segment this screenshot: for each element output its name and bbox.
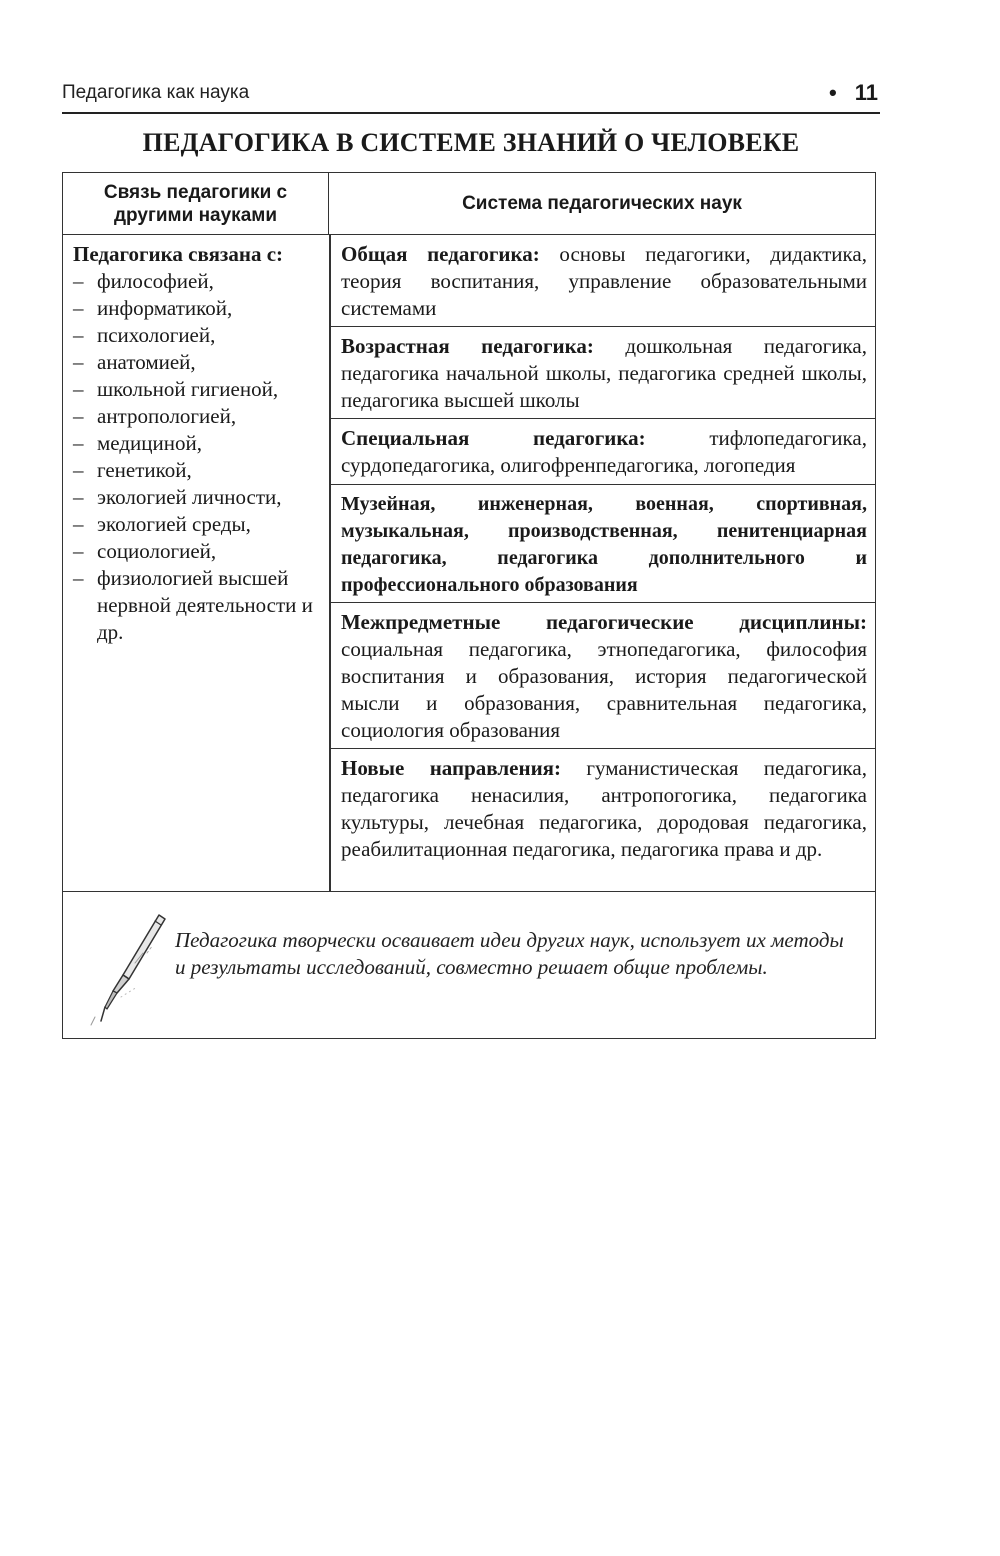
page-number-block bbox=[829, 80, 878, 106]
related-item: – антропологией, bbox=[73, 403, 325, 430]
header-pedagogical-sciences: Система педагогических наук bbox=[329, 173, 875, 235]
pedagogical-sciences-column bbox=[331, 235, 875, 891]
related-sciences-column bbox=[73, 241, 325, 646]
related-item: – экологией среды, bbox=[73, 511, 325, 538]
note-box bbox=[62, 891, 876, 1039]
page-title: ПЕДАГОГИКА В СИСТЕМЕ ЗНАНИЙ О ЧЕЛОВЕКЕ bbox=[142, 128, 800, 157]
sciences-table bbox=[62, 172, 876, 892]
cell-term: Общая педагогика: bbox=[341, 242, 540, 266]
section-title: Педагогика как наука bbox=[62, 82, 250, 103]
cell-special-pedagogy bbox=[331, 419, 875, 485]
cell-term: Новые направления: bbox=[341, 756, 562, 780]
related-item: – физиологией высшей нервной деятельности и др. bbox=[73, 565, 325, 646]
related-item: – экологией личности, bbox=[73, 484, 325, 511]
cell-branch-pedagogies bbox=[331, 485, 875, 603]
cell-term: Межпредметные педагогические дисциплины: bbox=[341, 610, 867, 634]
related-list bbox=[73, 268, 325, 646]
related-item: – медициной, bbox=[73, 430, 325, 457]
related-item: – анатомией, bbox=[73, 349, 325, 376]
related-item: – информатикой, bbox=[73, 295, 325, 322]
cell-interdisciplinary bbox=[331, 603, 875, 749]
cell-text: тифлопедагогика, сурдопедагогика, олигофренпедагогика, логопедия bbox=[341, 426, 867, 477]
cell-term: Музейная, инженерная, военная, спортивная, музыкальная, производственная, пенитенциарная педагогика, педагогика дополнительного и профессионального образования bbox=[341, 493, 867, 596]
cell-general-pedagogy bbox=[331, 235, 875, 327]
related-item: – школьной гигиеной, bbox=[73, 376, 325, 403]
header-related-sciences: Связь педагогики с другими науками bbox=[63, 173, 329, 235]
related-item: – генетикой, bbox=[73, 457, 325, 484]
page-number: 11 bbox=[854, 80, 878, 105]
related-item: – философией, bbox=[73, 268, 325, 295]
related-item: – социологией, bbox=[73, 538, 325, 565]
cell-text: гуманистическая педагогика, педагогика ненасилия, антропогогика, педагогика культуры, лечебная педагогика, дородовая педагогика, реабилитационная педагогика, педагогика права и др. bbox=[341, 756, 867, 861]
related-item: – психологией, bbox=[73, 322, 325, 349]
cell-term: Специальная педагогика: bbox=[341, 426, 646, 450]
pen-icon bbox=[77, 909, 177, 1027]
cell-new-directions bbox=[331, 749, 875, 891]
note-text: Педагогика творчески осваивает идеи других наук, использует их методы и результаты исследований, совместно решает общие проблемы. bbox=[175, 928, 844, 979]
cell-age-pedagogy bbox=[331, 327, 875, 419]
cell-text: основы педагогики, дидактика, теория воспитания, управление образовательными системами bbox=[341, 242, 867, 320]
running-head bbox=[62, 80, 880, 114]
cell-text: дошкольная педагогика, педагогика начальной школы, педагогика средней школы, педагогика высшей школы bbox=[341, 334, 867, 412]
cell-text: социальная педагогика, этнопедагогика, философия воспитания и образования, история педагогической мысли и образования, сравнительная педагогика, социология образования bbox=[341, 637, 867, 742]
bullet-icon: • bbox=[829, 80, 837, 105]
cell-term: Возрастная педагогика: bbox=[341, 334, 594, 358]
related-lead: Педагогика связана с: bbox=[73, 242, 284, 266]
